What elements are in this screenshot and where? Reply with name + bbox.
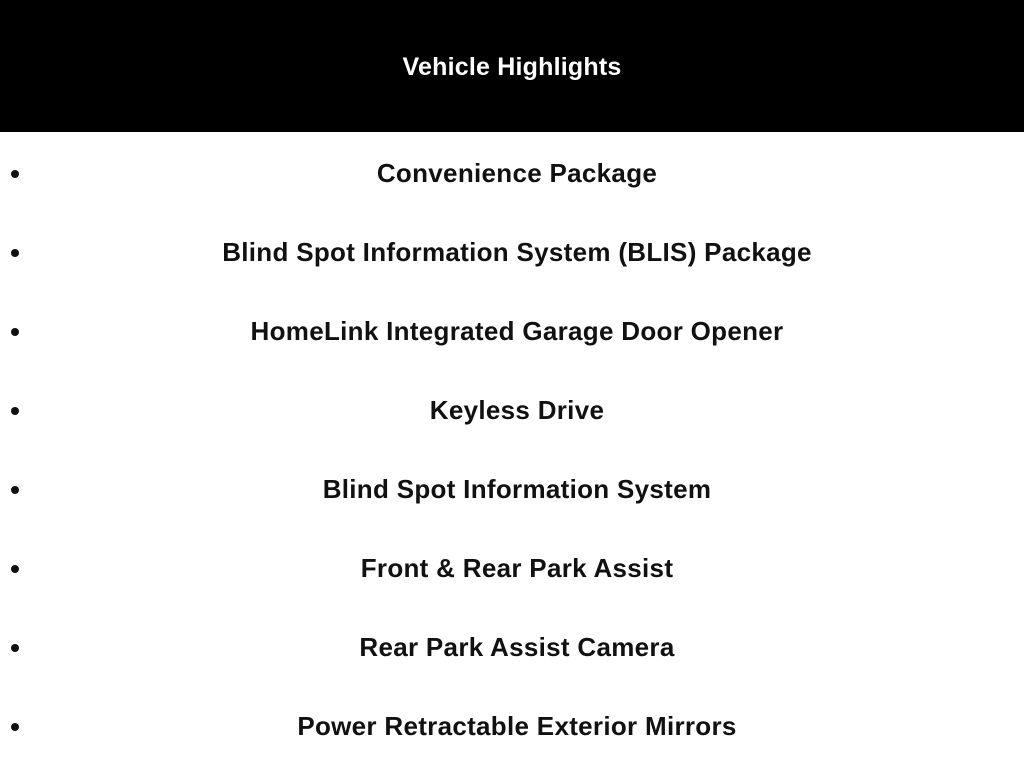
list-item (0, 213, 1024, 292)
bullet-icon (11, 565, 19, 573)
list-item-label: Front & Rear Park Assist (360, 553, 674, 583)
list-item (0, 371, 1024, 450)
list-item-label: Keyless Drive (429, 395, 605, 425)
list-item (0, 134, 1024, 213)
list-item-label: Convenience Package (376, 158, 658, 188)
list-item (0, 608, 1024, 687)
list-item-label: Blind Spot Information System (322, 474, 712, 504)
page-title: Vehicle Highlights (402, 52, 622, 81)
bullet-icon (11, 249, 19, 257)
bullet-icon (11, 723, 19, 731)
bullet-icon (11, 407, 19, 415)
bullet-icon (11, 170, 19, 178)
list-item-label: HomeLink Integrated Garage Door Opener (250, 316, 784, 346)
list-item-label: Blind Spot Information System (BLIS) Package (222, 237, 812, 267)
bullet-icon (11, 328, 19, 336)
list-item (0, 292, 1024, 371)
list-item-label: Power Retractable Exterior Mirrors (297, 711, 737, 741)
bullet-icon (11, 486, 19, 494)
highlights-header (0, 0, 1024, 132)
highlights-list (0, 134, 1024, 766)
bullet-icon (11, 644, 19, 652)
list-item (0, 450, 1024, 529)
list-item (0, 529, 1024, 608)
list-item-label: Rear Park Assist Camera (359, 632, 675, 662)
list-item (0, 687, 1024, 766)
